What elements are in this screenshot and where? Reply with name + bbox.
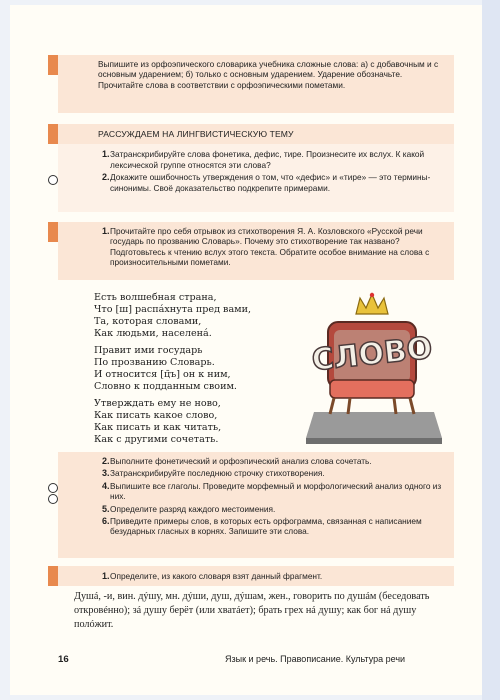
item-text: Докажите ошибочность утверждения о том, что «дефис» и «тире» — это термины-синонимы. Своё доказательство подкрепите примерами. [110,172,431,193]
item-number: 3. [102,468,110,479]
item-text: Определите разряд каждого местоимения. [110,503,276,514]
page-number: 16 [58,654,69,665]
poem-line: Как писать и как читать, [94,422,222,433]
throne-seat [330,380,414,398]
item-number: 2. [102,172,110,183]
poem-line: Как писать какое слово, [94,410,218,421]
item-number: 5. [102,503,110,514]
task-31-item-1 [58,566,454,581]
poem-line: Утверждать ему не ново, [94,398,221,409]
page-edge-sidebar [482,0,500,700]
item-number: 6. [102,516,110,527]
item-text: Затранскрибируйте последнюю строчку стихотворения. [110,468,325,479]
difficulty-marker-icon [48,494,58,504]
word-throne-illustration [290,292,450,452]
task-29-box [58,124,454,212]
difficulty-marker-icon [48,175,58,185]
task-31-box [58,566,454,586]
task-30-item-1 [58,222,454,268]
poem-line: Есть волшебная страна, [94,292,217,303]
poem-line: По прозванию Словарь. [94,357,215,368]
item-number: 1. [102,149,110,160]
item-text: Определите, из какого словаря взят данный фрагмент. [110,571,323,581]
illustration-word: СЛОВО [310,330,434,379]
item-number: 1. [102,571,110,581]
poem-line: Как людьми, населенá. [94,328,212,339]
task-30-item-6 [58,516,454,537]
task-28-text: Выпишите из орфоэпического словарика учебника сложные слова: а) с добавочным и с основным ударением; б) только с основным ударением. Ударение обозначьте. Прочитайте слова в соответствии с орфоэпическими пометами. [98,59,439,90]
poem-line: И относится [ц̄ъ] он к ним, [94,369,231,380]
task-30-questions-box [58,452,454,558]
task-30-item-4 [58,481,454,502]
poem-line: Как с другими сочетать. [94,434,219,445]
task-30-item-3 [58,468,454,478]
item-number: 2. [102,456,110,466]
task-30-intro-box [58,222,454,280]
pedestal [306,412,442,438]
running-title: Язык и речь. Правописание. Культура речи [225,654,406,664]
item-text: Выпишите все глаголы. Проведите морфемный и морфологический анализ одного из них. [110,480,442,502]
task-30-item-2 [58,456,454,466]
item-text: Приведите примеры слов, в которых есть орфограмма, связанная с написанием безударных гласных в корнях. Запишите эти слова. [110,516,422,537]
dictionary-entry: Душá, -и, вин. дýшу, мн. дýши, душ, дýшам, жен., говорить по душáм (беседовать откровéнно); зá душу берёт (или хватáет); брать грех нá душу; как бог нá душу полóжит. [74,591,430,630]
item-text: Затранскрибируйте слова фонетика, дефис, тире. Произнесите их вслух. К какой лексической группе относятся эти слова? [110,149,425,170]
poem-line: Правит ими государь [94,345,203,356]
poem-line: Словно к подданным своим. [94,381,237,392]
task-29-item-2 [58,172,454,193]
task-29-item-1 [58,149,454,170]
poem-line: Что [ш] распáхнута пред вами, [94,304,252,315]
task-28-box [58,55,454,113]
task-29-header: РАССУЖДАЕМ НА ЛИНГВИСТИЧЕСКУЮ ТЕМУ [58,124,454,144]
poem [94,292,251,446]
item-number: 1. [102,226,110,236]
item-text: Прочитайте про себя отрывок из стихотворения Я. А. Козловского «Русской речи государь по прозванию Словарь». Почему это стихотворение так названо? Подготовьтесь к чтению вслух этого текста. Обратите особое внимание на слова с произносительными пометами. [110,226,430,268]
poem-line: Та, которая словами, [94,316,202,327]
item-text: Выполните фонетический и орфоэпический анализ слова сочетать. [110,456,372,466]
item-number: 4. [102,480,110,491]
task-30-item-5 [58,504,454,514]
difficulty-marker-icon [48,483,58,493]
